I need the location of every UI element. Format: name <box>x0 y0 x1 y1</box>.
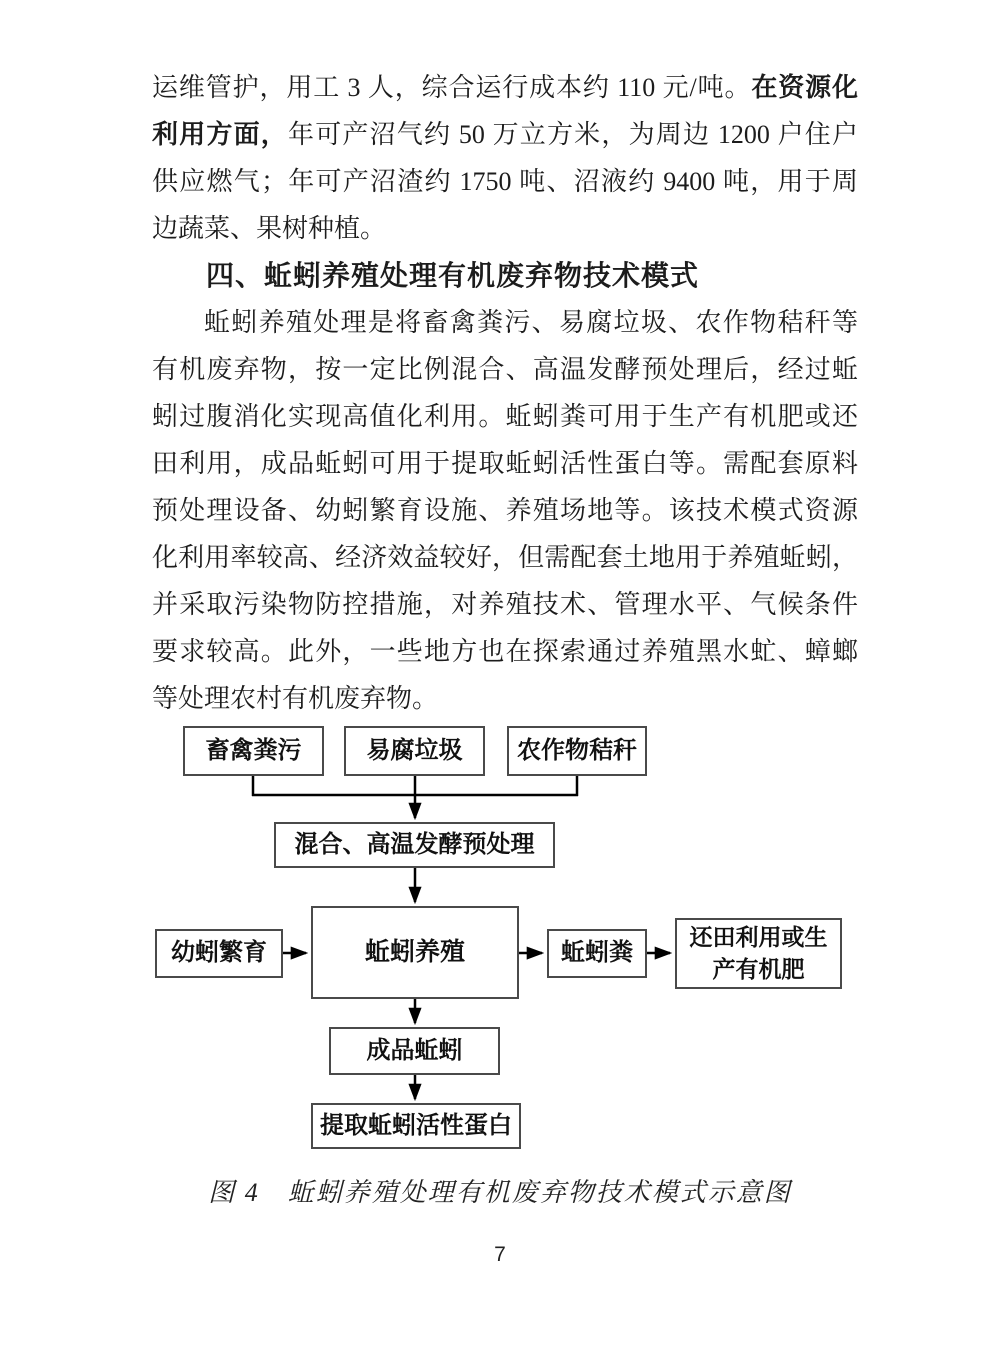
paragraph-line: 化利用率较高、经济效益较好，但需配套土地用于养殖蚯蚓， <box>152 543 858 572</box>
paragraph-line: 边蔬菜、果树种植。 <box>152 214 387 243</box>
node-crop-straw: 农作物秸秆 <box>507 726 647 776</box>
node-pretreatment: 混合、高温发酵预处理 <box>274 822 555 868</box>
node-field-use-or-fertilizer: 还田利用或生产有机肥 <box>675 918 842 989</box>
node-perishable-waste: 易腐垃圾 <box>344 726 485 776</box>
node-livestock-manure: 畜禽粪污 <box>183 726 324 776</box>
section-heading: 四、蚯蚓养殖处理有机废弃物技术模式 <box>206 260 700 291</box>
paragraph-line: 蚓过腹消化实现高值化利用。蚯蚓粪可用于生产有机肥或还 <box>152 402 858 431</box>
page-number: 7 <box>494 1243 506 1266</box>
node-earthworm-castings: 蚯蚓粪 <box>547 929 647 978</box>
paragraph-line: 蚯蚓养殖处理是将畜禽粪污、易腐垃圾、农作物秸秆等 <box>204 308 858 337</box>
node-earthworm-farming: 蚯蚓养殖 <box>311 906 519 999</box>
paragraph-line <box>152 111 858 158</box>
paragraph-line: 要求较高。此外，一些地方也在探索通过养殖黑水虻、蟑螂 <box>152 637 858 666</box>
text-column <box>152 64 858 722</box>
paragraph-line: 等处理农村有机废弃物。 <box>152 684 439 713</box>
bold-text: 在资源化 <box>751 73 858 102</box>
paragraph-line <box>152 64 858 111</box>
paragraph-line: 田利用，成品蚯蚓可用于提取蚯蚓活性蛋白等。需配套原料 <box>152 449 858 478</box>
node-juvenile-breeding: 幼蚓繁育 <box>155 929 283 978</box>
body-text: 运维管护，用工 3 人，综合运行成本约 110 元/吨。 <box>152 73 752 102</box>
node-protein-extraction: 提取蚯蚓活性蛋白 <box>311 1103 521 1149</box>
paragraph-line: 并采取污染物防控措施，对养殖技术、管理水平、气候条件 <box>152 590 858 619</box>
paragraph-line: 供应燃气；年可产沼渣约 1750 吨、沼液约 9400 吨，用于周 <box>152 167 858 196</box>
body-text: 年可产沼气约 50 万立方米，为周边 1200 户住户 <box>288 120 858 149</box>
paragraph-line: 预处理设备、幼蚓繁育设施、养殖场地等。该技术模式资源 <box>152 496 858 525</box>
node-finished-earthworms: 成品蚯蚓 <box>329 1027 500 1075</box>
paragraph-line: 有机废弃物，按一定比例混合、高温发酵预处理后，经过蚯 <box>152 355 858 384</box>
figure-caption: 图 4 蚯蚓养殖处理有机废弃物技术模式示意图 <box>208 1178 792 1207</box>
bold-text: 利用方面， <box>152 120 288 149</box>
